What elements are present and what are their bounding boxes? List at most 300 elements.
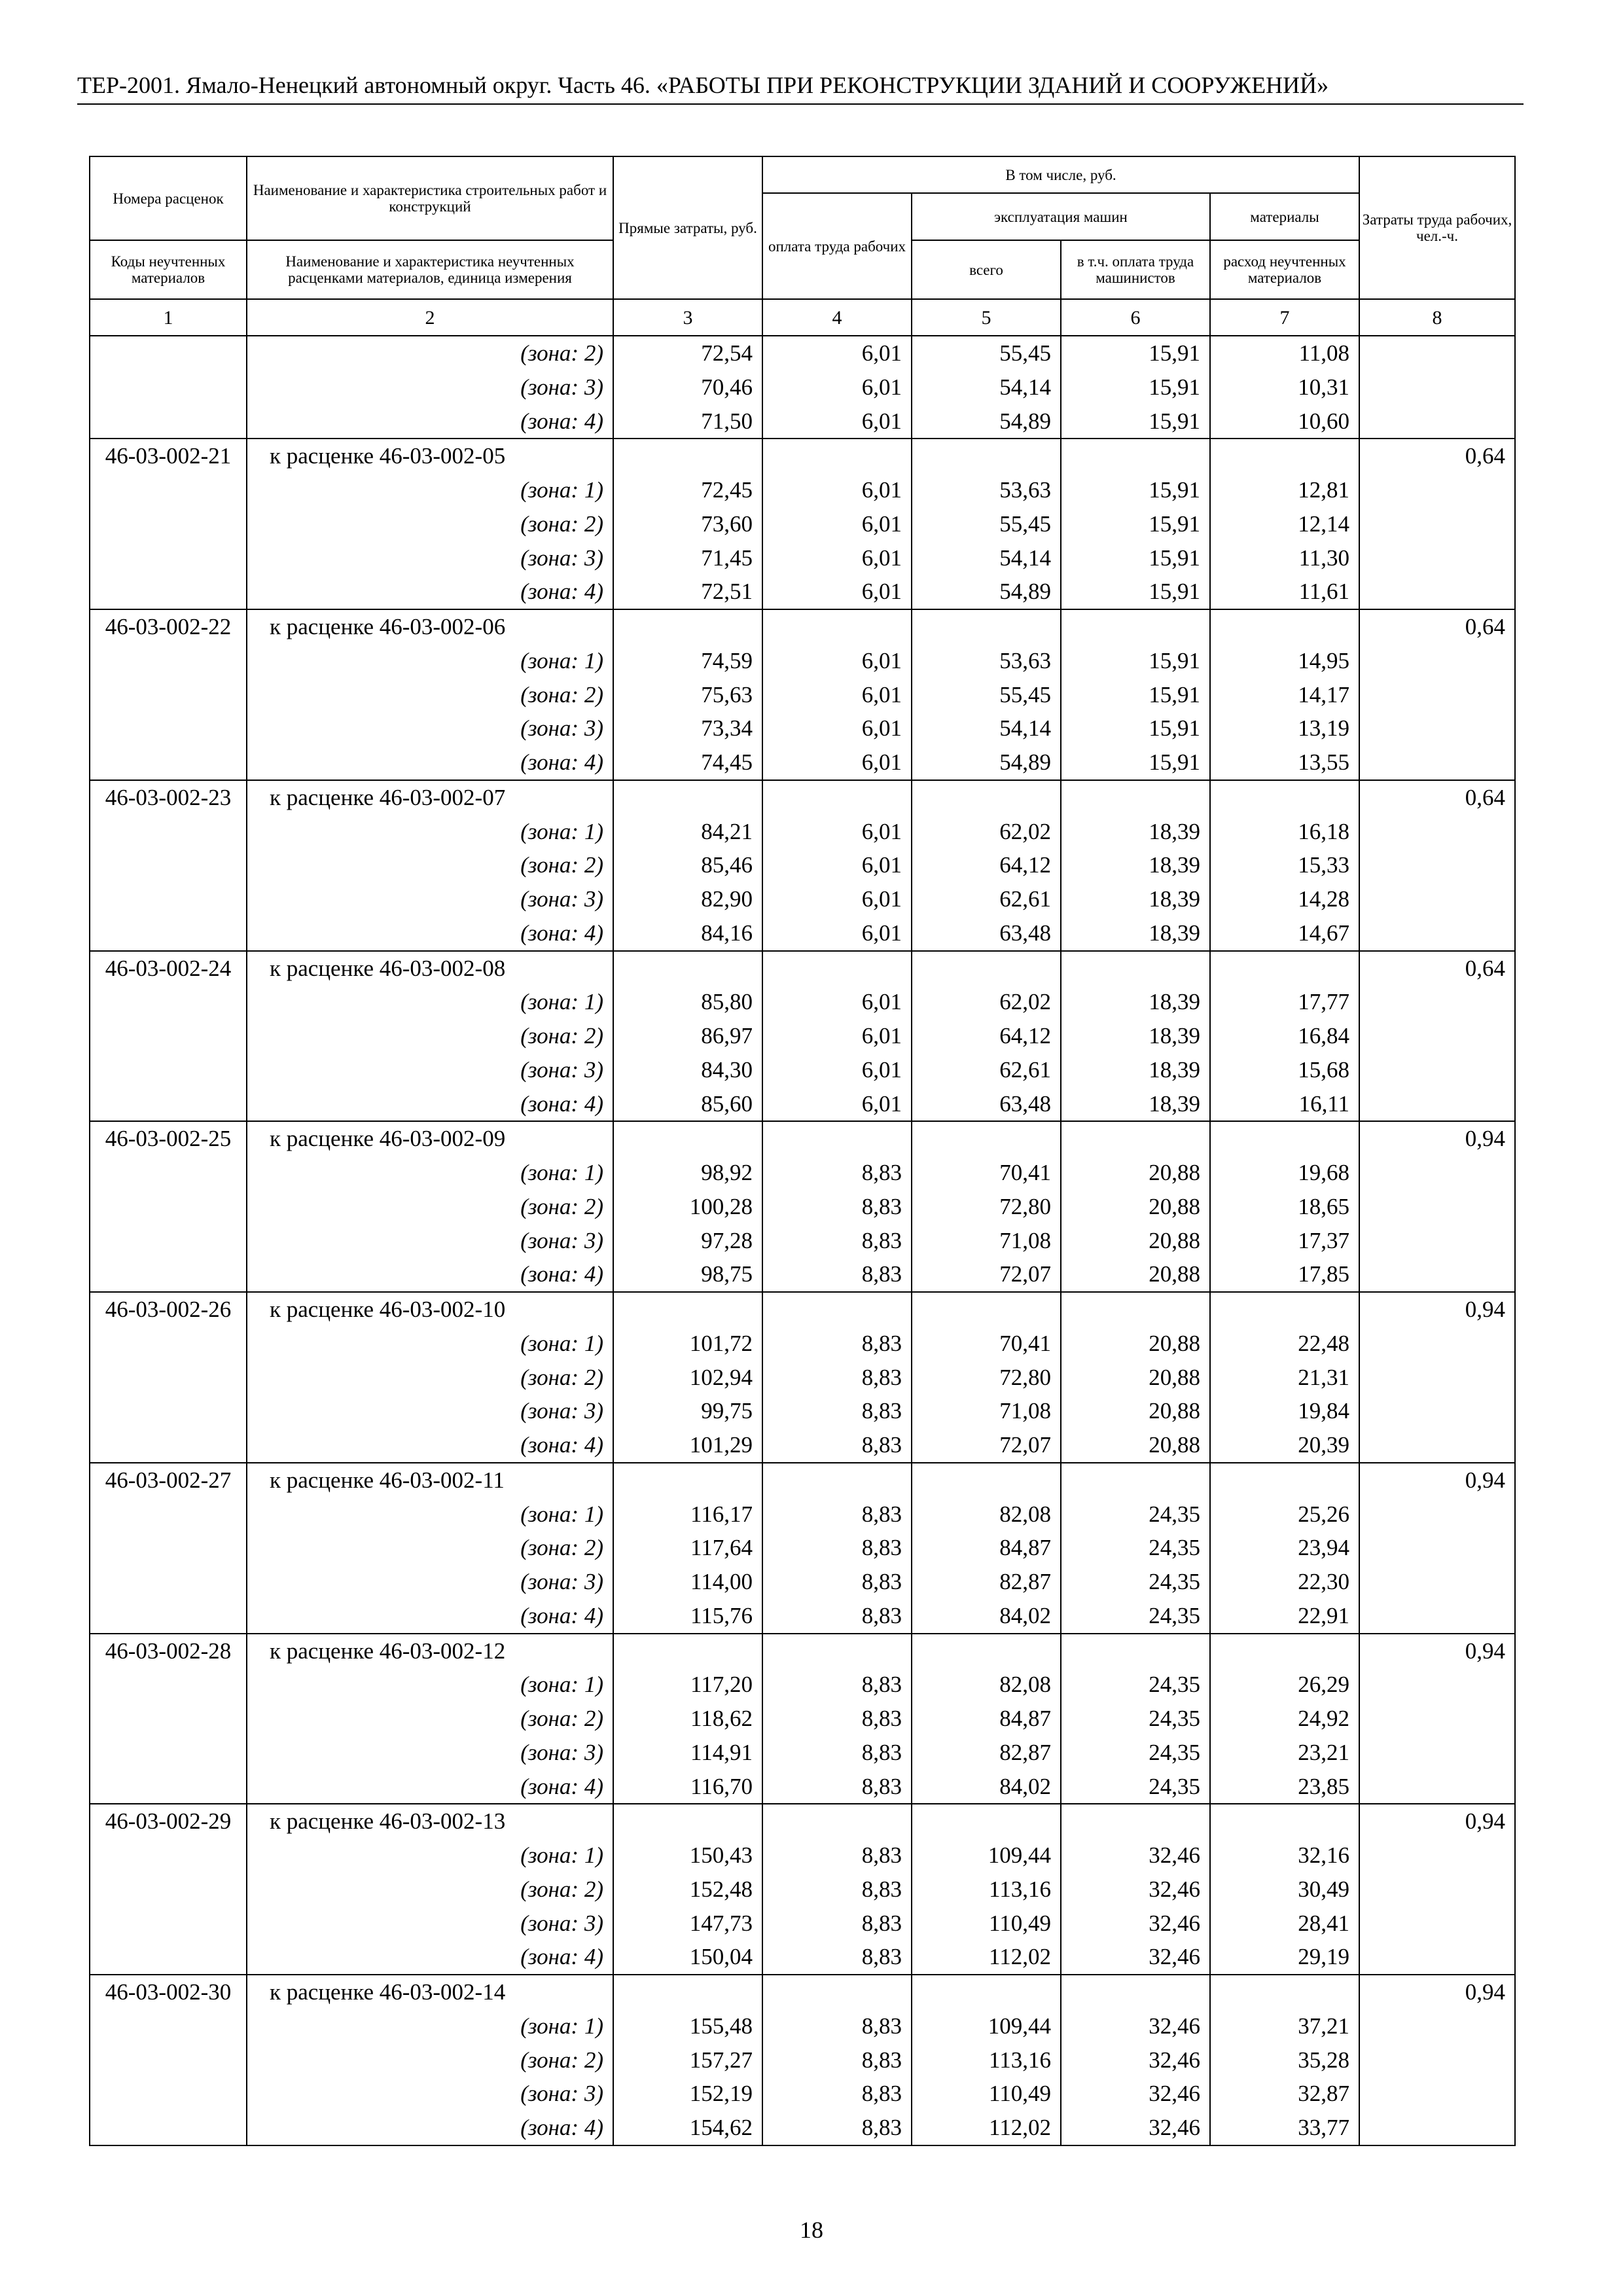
operators-pay-cell: 18,39 [1061,1087,1210,1122]
machines-total-cell: 110,49 [912,2077,1061,2111]
operators-pay-cell: 20,88 [1061,1361,1210,1395]
workers-pay-cell: 8,83 [762,2111,912,2145]
empty-cell [1359,1257,1515,1292]
operators-pay-cell: 18,39 [1061,1019,1210,1053]
machines-total-cell: 62,02 [912,985,1061,1019]
empty-cell [1359,815,1515,849]
rate-group-row [90,951,1515,986]
empty-cell [90,1770,247,1804]
direct-cost-cell: 98,92 [613,1156,762,1190]
machines-total-cell: 84,02 [912,1770,1061,1804]
empty-cell [90,1394,247,1428]
zone-row [90,1770,1515,1804]
empty-cell [613,439,762,473]
empty-cell [90,1736,247,1770]
machines-total-cell: 70,41 [912,1156,1061,1190]
empty-cell [1359,2009,1515,2043]
zone-row [90,1053,1515,1087]
machines-total-cell: 63,48 [912,916,1061,951]
empty-cell [1359,1498,1515,1532]
empty-cell [762,609,912,644]
zone-label: (зона: 1) [247,1498,613,1532]
workers-pay-cell: 6,01 [762,678,912,712]
rate-group-row [90,609,1515,644]
zone-label: (зона: 2) [247,507,613,541]
empty-cell [613,1292,762,1327]
direct-cost-cell: 70,46 [613,370,762,404]
empty-cell [762,439,912,473]
empty-cell [1359,1053,1515,1087]
empty-cell [1210,439,1359,473]
empty-cell [90,916,247,951]
direct-cost-cell: 102,94 [613,1361,762,1395]
materials-cell: 21,31 [1210,1361,1359,1395]
column-number: 2 [247,299,613,336]
zone-label: (зона: 2) [247,336,613,370]
rate-group-row [90,1121,1515,1156]
machines-total-cell: 55,45 [912,678,1061,712]
zone-label: (зона: 2) [247,1019,613,1053]
empty-cell [912,1804,1061,1839]
labor-cost: 0,94 [1359,1975,1515,2009]
machines-total-cell: 55,45 [912,507,1061,541]
operators-pay-cell: 20,88 [1061,1428,1210,1463]
empty-cell [762,1121,912,1156]
empty-cell [1359,507,1515,541]
empty-cell [90,1361,247,1395]
workers-pay-cell: 8,83 [762,1599,912,1634]
machines-total-cell: 109,44 [912,2009,1061,2043]
direct-cost-cell: 86,97 [613,1019,762,1053]
empty-cell [90,1428,247,1463]
empty-cell [1061,1804,1210,1839]
zone-row [90,1087,1515,1122]
empty-cell [1359,1940,1515,1975]
empty-cell [90,882,247,916]
zone-row [90,575,1515,609]
empty-cell [90,507,247,541]
materials-cell: 25,26 [1210,1498,1359,1532]
empty-cell [1061,1463,1210,1498]
empty-cell [90,2077,247,2111]
machines-total-cell: 72,07 [912,1257,1061,1292]
zone-row [90,1702,1515,1736]
header-machines: эксплуатация машин [912,193,1210,240]
machines-total-cell: 84,02 [912,1599,1061,1634]
rate-code: 46-03-002-27 [90,1463,247,1498]
zone-row [90,745,1515,780]
rate-code: 46-03-002-29 [90,1804,247,1839]
empty-cell [1359,1599,1515,1634]
empty-cell [613,951,762,986]
zone-row [90,1327,1515,1361]
rate-code: 46-03-002-22 [90,609,247,644]
materials-cell: 17,85 [1210,1257,1359,1292]
machines-total-cell: 54,89 [912,404,1061,439]
zone-row [90,1190,1515,1224]
zone-row [90,404,1515,439]
zone-row [90,815,1515,849]
zone-label: (зона: 3) [247,882,613,916]
zone-row [90,336,1515,370]
empty-cell [1061,1975,1210,2009]
workers-pay-cell: 8,83 [762,2009,912,2043]
empty-cell [90,1224,247,1258]
empty-cell [1359,1361,1515,1395]
labor-cost: 0,94 [1359,1121,1515,1156]
machines-total-cell: 72,07 [912,1428,1061,1463]
empty-cell [613,1121,762,1156]
materials-cell: 15,68 [1210,1053,1359,1087]
direct-cost-cell: 74,45 [613,745,762,780]
machines-total-cell: 64,12 [912,848,1061,882]
zone-row [90,1531,1515,1565]
empty-cell [912,780,1061,815]
workers-pay-cell: 8,83 [762,1702,912,1736]
empty-cell [1061,609,1210,644]
zone-row [90,916,1515,951]
zone-row [90,1940,1515,1975]
workers-pay-cell: 6,01 [762,575,912,609]
empty-cell [1210,1292,1359,1327]
operators-pay-cell: 32,46 [1061,1839,1210,1873]
materials-cell: 29,19 [1210,1940,1359,1975]
empty-cell [1359,1327,1515,1361]
operators-pay-cell: 24,35 [1061,1599,1210,1634]
operators-pay-cell: 18,39 [1061,1053,1210,1087]
direct-cost-cell: 99,75 [613,1394,762,1428]
machines-total-cell: 54,14 [912,541,1061,575]
empty-cell [90,745,247,780]
materials-cell: 14,95 [1210,644,1359,678]
zone-label: (зона: 4) [247,404,613,439]
rate-name: к расценке 46-03-002-07 [247,780,613,815]
materials-cell: 24,92 [1210,1702,1359,1736]
direct-cost-cell: 72,54 [613,336,762,370]
column-number: 4 [762,299,912,336]
rate-code: 46-03-002-26 [90,1292,247,1327]
zone-row [90,541,1515,575]
rate-name: к расценке 46-03-002-10 [247,1292,613,1327]
machines-total-cell: 62,61 [912,882,1061,916]
empty-cell [90,711,247,745]
zone-label: (зона: 4) [247,575,613,609]
zone-row [90,711,1515,745]
empty-cell [90,848,247,882]
empty-cell [1359,1873,1515,1907]
empty-cell [912,951,1061,986]
rate-code: 46-03-002-28 [90,1634,247,1668]
workers-pay-cell: 6,01 [762,882,912,916]
workers-pay-cell: 6,01 [762,985,912,1019]
empty-cell [1359,1839,1515,1873]
operators-pay-cell: 18,39 [1061,848,1210,882]
empty-cell [912,1463,1061,1498]
workers-pay-cell: 8,83 [762,2043,912,2077]
zone-row [90,678,1515,712]
rate-name: к расценке 46-03-002-06 [247,609,613,644]
empty-cell [1359,1394,1515,1428]
materials-cell: 17,37 [1210,1224,1359,1258]
operators-pay-cell: 32,46 [1061,1873,1210,1907]
zone-label: (зона: 2) [247,1531,613,1565]
materials-cell: 13,19 [1210,711,1359,745]
materials-cell: 33,77 [1210,2111,1359,2145]
header-rate-numbers: Номера расценок [90,156,247,240]
operators-pay-cell: 32,46 [1061,1907,1210,1941]
table-header [90,156,1515,336]
empty-cell [1210,1975,1359,2009]
labor-cost: 0,94 [1359,1463,1515,1498]
empty-cell [90,473,247,507]
materials-cell: 22,30 [1210,1565,1359,1599]
operators-pay-cell: 20,88 [1061,1156,1210,1190]
empty-cell [613,1975,762,2009]
machines-total-cell: 53,63 [912,644,1061,678]
table-body [90,336,1515,2145]
empty-cell [762,1463,912,1498]
rate-code: 46-03-002-23 [90,780,247,815]
empty-cell [1359,678,1515,712]
machines-total-cell: 62,02 [912,815,1061,849]
empty-cell [613,1463,762,1498]
empty-cell [1210,780,1359,815]
empty-cell [613,1804,762,1839]
operators-pay-cell: 32,46 [1061,1940,1210,1975]
empty-cell [762,951,912,986]
zone-label: (зона: 2) [247,678,613,712]
empty-cell [762,1292,912,1327]
machines-total-cell: 54,89 [912,745,1061,780]
empty-cell [762,780,912,815]
direct-cost-cell: 157,27 [613,2043,762,2077]
zone-label: (зона: 3) [247,370,613,404]
header-workers-pay: оплата труда рабочих [762,193,912,299]
zone-label: (зона: 1) [247,1156,613,1190]
materials-cell: 30,49 [1210,1873,1359,1907]
rate-code: 46-03-002-30 [90,1975,247,2009]
empty-cell [1061,951,1210,986]
zone-label: (зона: 2) [247,1873,613,1907]
empty-cell [90,1531,247,1565]
machines-total-cell: 84,87 [912,1702,1061,1736]
zone-label: (зона: 3) [247,1053,613,1087]
zone-label: (зона: 2) [247,2043,613,2077]
materials-cell: 12,81 [1210,473,1359,507]
workers-pay-cell: 6,01 [762,644,912,678]
empty-cell [1359,848,1515,882]
machines-total-cell: 71,08 [912,1224,1061,1258]
empty-cell [912,1975,1061,2009]
direct-cost-cell: 116,70 [613,1770,762,1804]
workers-pay-cell: 8,83 [762,2077,912,2111]
direct-cost-cell: 71,45 [613,541,762,575]
workers-pay-cell: 8,83 [762,1498,912,1532]
workers-pay-cell: 6,01 [762,370,912,404]
empty-cell [1359,882,1515,916]
direct-cost-cell: 116,17 [613,1498,762,1532]
machines-total-cell: 84,87 [912,1531,1061,1565]
zone-row [90,1907,1515,1941]
rate-name: к расценке 46-03-002-05 [247,439,613,473]
zone-row [90,1156,1515,1190]
operators-pay-cell: 32,46 [1061,2043,1210,2077]
labor-cost: 0,64 [1359,439,1515,473]
materials-cell: 22,48 [1210,1327,1359,1361]
machines-total-cell: 82,87 [912,1736,1061,1770]
zone-row [90,1361,1515,1395]
workers-pay-cell: 6,01 [762,711,912,745]
empty-cell [1359,1019,1515,1053]
direct-cost-cell: 155,48 [613,2009,762,2043]
header-operators-pay: в т.ч. оплата труда машинистов [1061,240,1210,299]
zone-row [90,1565,1515,1599]
empty-cell [90,1087,247,1122]
column-number: 1 [90,299,247,336]
materials-cell: 11,08 [1210,336,1359,370]
rate-code: 46-03-002-25 [90,1121,247,1156]
machines-total-cell: 63,48 [912,1087,1061,1122]
zone-row [90,985,1515,1019]
rate-code: 46-03-002-24 [90,951,247,986]
header-materials: материалы [1210,193,1359,240]
operators-pay-cell: 15,91 [1061,644,1210,678]
machines-total-cell: 113,16 [912,1873,1061,1907]
zone-label: (зона: 4) [247,1599,613,1634]
zone-row [90,848,1515,882]
direct-cost-cell: 75,63 [613,678,762,712]
empty-cell [1061,439,1210,473]
zone-row [90,1019,1515,1053]
operators-pay-cell: 24,35 [1061,1736,1210,1770]
operators-pay-cell: 20,88 [1061,1257,1210,1292]
empty-cell [1359,711,1515,745]
empty-cell [1359,404,1515,439]
zone-label: (зона: 1) [247,985,613,1019]
zone-row [90,1428,1515,1463]
workers-pay-cell: 8,83 [762,1940,912,1975]
operators-pay-cell: 24,35 [1061,1531,1210,1565]
zone-label: (зона: 4) [247,1257,613,1292]
zone-row [90,2111,1515,2145]
rate-name: к расценке 46-03-002-12 [247,1634,613,1668]
empty-cell [90,575,247,609]
materials-cell: 17,77 [1210,985,1359,1019]
empty-cell [1359,745,1515,780]
empty-cell [1359,1531,1515,1565]
direct-cost-cell: 72,45 [613,473,762,507]
operators-pay-cell: 24,35 [1061,1668,1210,1702]
header-work-name: Наименование и характеристика строительных работ и конструкций [247,156,613,240]
column-number: 8 [1359,299,1515,336]
direct-cost-cell: 84,21 [613,815,762,849]
empty-cell [90,1907,247,1941]
empty-cell [1359,370,1515,404]
empty-cell [1210,1463,1359,1498]
materials-cell: 11,30 [1210,541,1359,575]
operators-pay-cell: 15,91 [1061,507,1210,541]
materials-cell: 22,91 [1210,1599,1359,1634]
rate-group-row [90,1804,1515,1839]
operators-pay-cell: 32,46 [1061,2111,1210,2145]
operators-pay-cell: 15,91 [1061,745,1210,780]
zone-row [90,2043,1515,2077]
workers-pay-cell: 8,83 [762,1531,912,1565]
machines-total-cell: 82,08 [912,1668,1061,1702]
operators-pay-cell: 32,46 [1061,2009,1210,2043]
empty-cell [1359,1224,1515,1258]
empty-cell [90,1019,247,1053]
zone-row [90,473,1515,507]
empty-cell [912,439,1061,473]
materials-cell: 16,11 [1210,1087,1359,1122]
rate-group-row [90,1463,1515,1498]
workers-pay-cell: 6,01 [762,1019,912,1053]
operators-pay-cell: 18,39 [1061,882,1210,916]
empty-cell [1359,1736,1515,1770]
empty-cell [613,609,762,644]
workers-pay-cell: 6,01 [762,745,912,780]
operators-pay-cell: 20,88 [1061,1327,1210,1361]
workers-pay-cell: 8,83 [762,1190,912,1224]
direct-cost-cell: 101,29 [613,1428,762,1463]
direct-cost-cell: 118,62 [613,1702,762,1736]
empty-cell [90,1190,247,1224]
empty-cell [1210,1804,1359,1839]
zone-label: (зона: 4) [247,745,613,780]
materials-cell: 23,85 [1210,1770,1359,1804]
operators-pay-cell: 15,91 [1061,711,1210,745]
workers-pay-cell: 8,83 [762,1156,912,1190]
rates-table [89,156,1516,2146]
operators-pay-cell: 24,35 [1061,1565,1210,1599]
materials-cell: 10,31 [1210,370,1359,404]
direct-cost-cell: 85,80 [613,985,762,1019]
workers-pay-cell: 6,01 [762,541,912,575]
zone-label: (зона: 4) [247,916,613,951]
operators-pay-cell: 15,91 [1061,404,1210,439]
workers-pay-cell: 8,83 [762,1361,912,1395]
rate-group-row [90,439,1515,473]
zone-label: (зона: 1) [247,1327,613,1361]
zone-row [90,1394,1515,1428]
zone-label: (зона: 3) [247,1394,613,1428]
zone-label: (зона: 1) [247,2009,613,2043]
operators-pay-cell: 20,88 [1061,1224,1210,1258]
page-header: ТЕР-2001. Ямало-Ненецкий автономный округ. Часть 46. «РАБОТЫ ПРИ РЕКОНСТРУКЦИИ ЗДАНИЙ И СООРУЖЕНИЙ» [77,71,1524,105]
workers-pay-cell: 8,83 [762,1770,912,1804]
materials-cell: 26,29 [1210,1668,1359,1702]
materials-cell: 14,67 [1210,916,1359,951]
direct-cost-cell: 72,51 [613,575,762,609]
materials-cell: 16,18 [1210,815,1359,849]
empty-cell [90,815,247,849]
empty-cell [912,1292,1061,1327]
direct-cost-cell: 85,60 [613,1087,762,1122]
empty-cell [1061,1121,1210,1156]
workers-pay-cell: 8,83 [762,1428,912,1463]
direct-cost-cell: 115,76 [613,1599,762,1634]
direct-cost-cell: 147,73 [613,1907,762,1941]
header-material-codes: Коды неучтенных материалов [90,240,247,299]
zone-row [90,1498,1515,1532]
empty-cell [762,1975,912,2009]
direct-cost-cell: 73,60 [613,507,762,541]
operators-pay-cell: 24,35 [1061,1770,1210,1804]
empty-cell [1210,1634,1359,1668]
direct-cost-cell: 152,48 [613,1873,762,1907]
zone-label: (зона: 4) [247,1087,613,1122]
